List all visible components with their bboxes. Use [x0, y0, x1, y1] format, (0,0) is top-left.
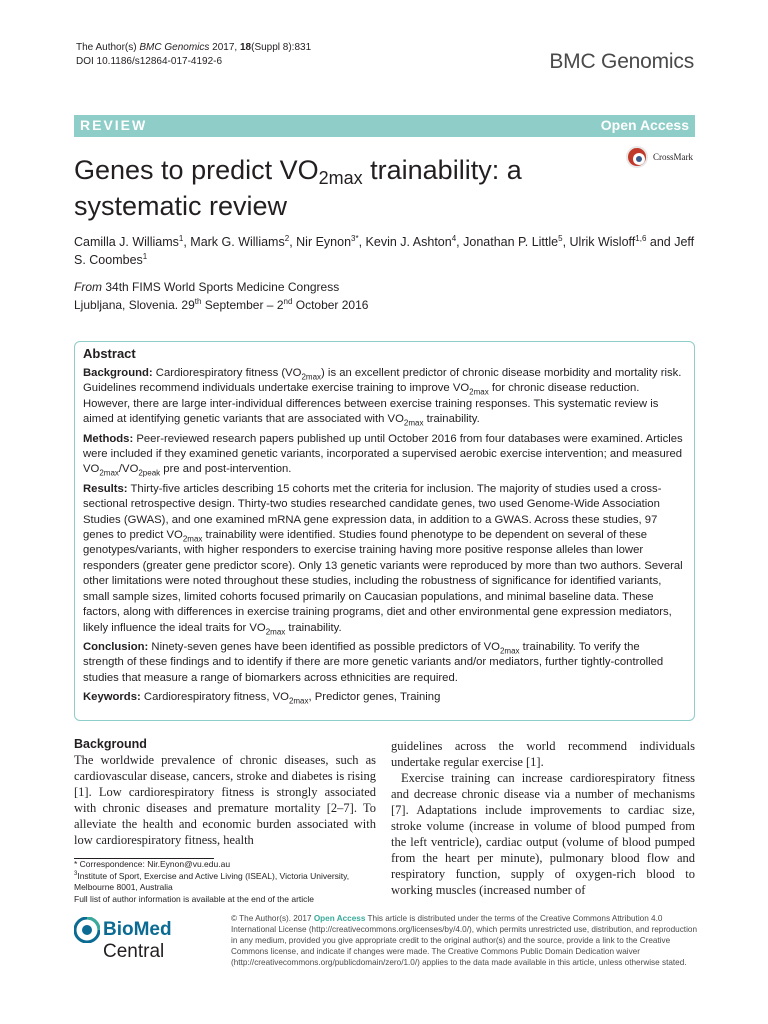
abstract-section	[83, 482, 683, 636]
author-affiliation: 5	[558, 233, 563, 243]
author-list: Camilla J. Williams$^1$, Mark G. Williams$^2$, Nir Eynon$^{3*}$, Kevin J. Ashton$^4$, Jonathan P. Little$^5$, Ulrik Wisloff$^{1,6}$ and Jeff S. Coombes$^1$	[74, 233, 695, 267]
author-affiliation: 3*	[351, 233, 359, 243]
journal-italic: BMC Genomics	[139, 42, 210, 53]
abstract-section-label: Conclusion:	[83, 640, 149, 653]
article-type-banner	[74, 115, 695, 137]
abstract-section-text: Cardiorespiratory fitness, $VO_{2max}$, Predictor genes, Training	[140, 691, 441, 706]
body-paragraph: Exercise training can increase cardiorespiratory fitness and decrease chronic disease via a number of mechanisms [7]. Adaptations include improvements to cardiac size, stroke volume (increase in volume of blood pumped from the left ventricle), cardiac output (volume of blood pumped from the heart per minute), pulmonary blood flow and respiratory function, supply of oxygen-rich blood to working muscles (increased number of	[391, 771, 695, 897]
abstract-section	[83, 366, 683, 428]
body-paragraph: The worldwide prevalence of chronic diseases, such as cardiovascular disease, cancers, stroke and diabetes is rising [1]. Low cardiorespiratory fitness is strongly associated with chronic diseases and premature mortality [2–7]. To alleviate the health and economic burden associated with low cardiorespiratory fitness, health	[74, 753, 376, 847]
author-name[interactable]: Camilla J. Williams	[74, 235, 179, 249]
crossmark-badge[interactable]	[626, 146, 746, 172]
citation-line: The Author(s) BMC Genomics 2017, 18(Suppl 8):831	[76, 42, 312, 53]
abstract-section-label: Results:	[83, 482, 128, 495]
author-name[interactable]: Mark G. Williams	[190, 235, 285, 249]
abstract-box	[74, 341, 695, 721]
abstract-section	[83, 432, 683, 478]
abstract-section-label: Background:	[83, 367, 153, 379]
body-column-right	[391, 738, 695, 898]
abstract-section-text: Peer-reviewed research papers published up until October 2016 from four databases were examined. Articles were included if they examined genetic variants, incorporated a supervised aerobic exercise intervention; and measured $VO_{2max}/VO_{2peak}$ pre and post-intervention.	[83, 432, 683, 478]
abstract-section-label: Methods:	[83, 432, 134, 445]
biomed-central-logo	[74, 917, 224, 962]
correspondence: * Correspondence: Nir.Eynon@vu.edu.au	[74, 859, 231, 869]
citation-block	[76, 41, 311, 69]
abstract-section	[83, 640, 683, 686]
author-affiliation: 2	[284, 233, 290, 243]
affiliation: $^3$Institute of Sport, Exercise and Active Living (ISEAL), Victoria University, Melbourne 8001, Australia	[74, 870, 350, 892]
biomed-central-icon	[74, 917, 100, 943]
body-paragraph: guidelines across the world recommend individuals undertake regular exercise [1].	[391, 739, 695, 769]
article-title: Genes to predict $VO_{2max}$ trainability: a systematic review	[74, 155, 522, 221]
abstract-section-text: Ninety-seven genes have been identified as possible predictors of $VO_{2max}$ trainability. To verify the strength of these findings and to identify if there are more genetic variants and/or mediators, further tightly-controlled studies that measure a range of biomarkers across ethnicities are required.	[83, 640, 664, 684]
abstract-body	[83, 366, 683, 710]
abstract-section-text: Cardiorespiratory fitness $(VO_{2max})$ is an excellent predictor of chronic disease morbidity and mortality risk. Guidelines recommend individuals undertake exercise training to improve $VO_{2max}$ for chronic disease reduction. However, there are large inter-individual differences between exercise training responses. This systematic review is aimed at identifying genetic variants that are associated with $VO_{2max}$ trainability.	[83, 367, 682, 428]
conference-info: From 34th FIMS World Sports Medicine Congress Ljubljana, Slovenia. 29th September – 2nd October 2016	[74, 280, 369, 312]
publisher-name: BioMed Central	[103, 919, 172, 962]
footnotes	[74, 859, 374, 905]
crossmark-label: CrossMark	[653, 152, 693, 162]
license-text: © The Author(s). 2017 Open Access This article is distributed under the terms of the Creative Commons Attribution 4.0 International License (http://creativecommons.org/licenses/by/4.0/), which permits unrestricted use, distribution, and reproduction in any medium, provided you give appropriate credit to the original author(s) and the source, provide a link to the Creative Commons license, and indicate if changes were made. The Creative Commons Public Domain Dedication waiver (http://creativecommons.org/publicdomain/zero/1.0/) applies to the data made available in this article, unless otherwise stated.	[231, 914, 698, 967]
doi[interactable]: DOI 10.1186/s12864-017-4192-6	[76, 56, 223, 67]
article-type: REVIEW	[80, 117, 148, 133]
section-heading-background: Background	[74, 737, 147, 751]
author-name[interactable]: Jeff S. Coombes	[74, 235, 695, 267]
author-affiliation: 4	[451, 233, 457, 243]
author-affiliation: 1	[142, 251, 148, 261]
abstract-heading: Abstract	[83, 346, 136, 361]
open-access-inline: Open Access	[313, 914, 366, 923]
volume: 18	[239, 42, 252, 53]
abstract-section-text: Thirty-five articles describing 15 cohorts met the criteria for inclusion. The majority of studies used a cross-sectional retrospective design. Thirty-two studies researched candidate genes, two used Genome-Wide Association Studies (GWAS), and one examined mRNA gene expression data, in addition to a GWAS. Across these studies, 97 genes to predict $VO_{2max}$ trainability were identified. Studies found phenotype to be dependent on several of these genotypes/variants, with higher responders to exercise training having more positive response alleles than lower responders (greater gene predictor score). Only 13 genetic variants were reproduced by more than two authors. Several other limitations were noted throughout these studies, including the robustness of significance for identified variants, small sample sizes, limited cohorts focused primarily on Caucasian populations, and minimal baseline data. These factors, along with differences in exercise training programs, diet and other environmental gene expression mediators, likely influence the ideal traits for $VO_{2max}$ trainability.	[83, 482, 683, 636]
abstract-section	[83, 690, 683, 705]
body-column-left	[74, 736, 376, 848]
journal-name: BMC Genomics	[549, 50, 694, 73]
author-name[interactable]: Nir Eynon	[296, 235, 352, 249]
crossmark-icon	[626, 146, 648, 168]
author-name[interactable]: Jonathan P. Little	[463, 235, 559, 249]
author-name[interactable]: Kevin J. Ashton	[365, 235, 452, 249]
author-affiliation: 1,6	[635, 233, 647, 243]
abstract-section-label: Keywords:	[83, 691, 141, 704]
author-name[interactable]: Ulrik Wisloff	[569, 235, 636, 249]
open-access-label: Open Access	[600, 117, 689, 133]
author-affiliation: 1	[178, 233, 184, 243]
full-list-note: Full list of author information is available at the end of the article	[74, 893, 315, 904]
